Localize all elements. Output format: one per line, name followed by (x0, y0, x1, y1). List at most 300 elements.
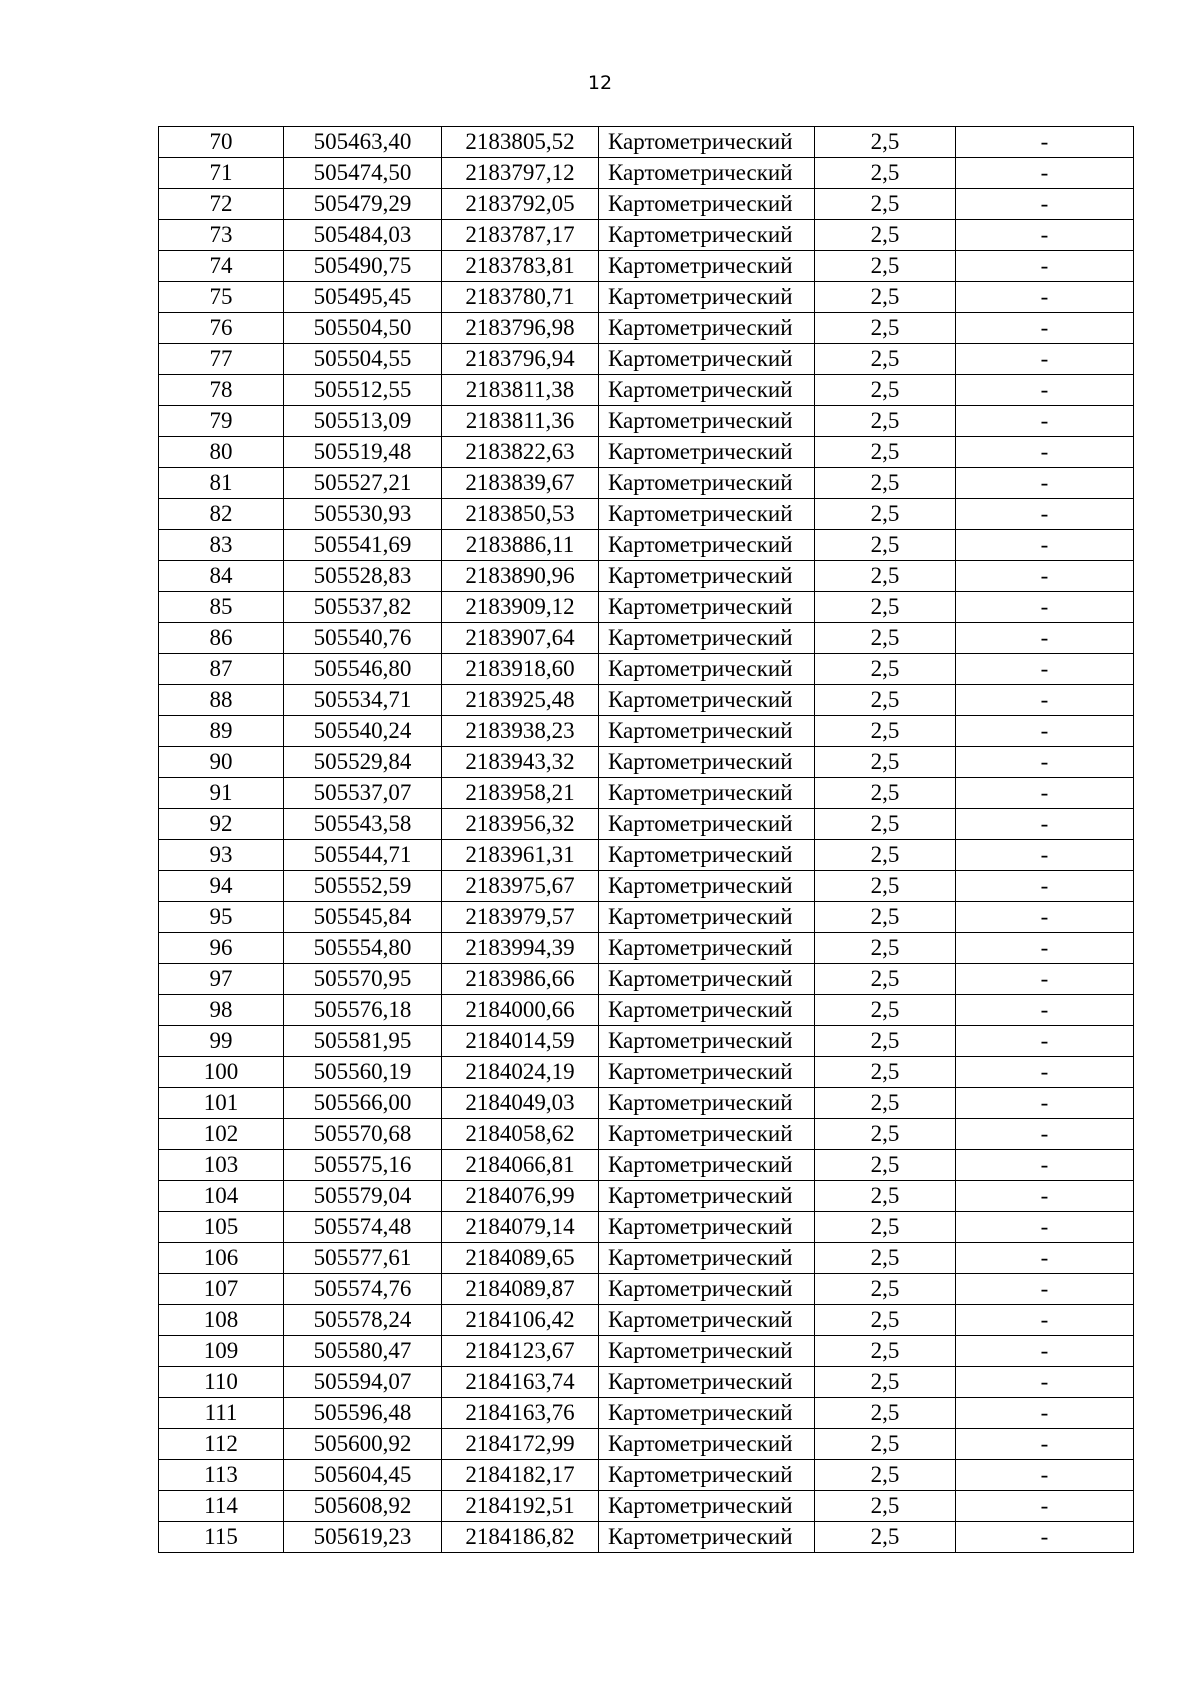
x-coordinate-cell: 505560,19 (284, 1057, 442, 1088)
point-number-cell: 115 (159, 1522, 284, 1553)
x-coordinate-cell: 505581,95 (284, 1026, 442, 1057)
method-cell: Картометрический (599, 499, 815, 530)
table-row (159, 1336, 1134, 1367)
table-row (159, 282, 1134, 313)
y-coordinate-cell: 2184123,67 (442, 1336, 599, 1367)
point-number-cell: 71 (159, 158, 284, 189)
description-cell: - (956, 902, 1134, 933)
method-cell: Картометрический (599, 623, 815, 654)
x-coordinate-cell: 505574,48 (284, 1212, 442, 1243)
accuracy-cell: 2,5 (815, 344, 956, 375)
method-cell: Картометрический (599, 654, 815, 685)
description-cell: - (956, 871, 1134, 902)
table-row (159, 1460, 1134, 1491)
point-number-cell: 99 (159, 1026, 284, 1057)
coordinates-table-body (159, 127, 1134, 1553)
y-coordinate-cell: 2184076,99 (442, 1181, 599, 1212)
table-row (159, 344, 1134, 375)
point-number-cell: 91 (159, 778, 284, 809)
accuracy-cell: 2,5 (815, 623, 956, 654)
x-coordinate-cell: 505479,29 (284, 189, 442, 220)
x-coordinate-cell: 505540,76 (284, 623, 442, 654)
description-cell: - (956, 1367, 1134, 1398)
description-cell: - (956, 127, 1134, 158)
accuracy-cell: 2,5 (815, 1367, 956, 1398)
x-coordinate-cell: 505484,03 (284, 220, 442, 251)
table-row (159, 1367, 1134, 1398)
method-cell: Картометрический (599, 778, 815, 809)
y-coordinate-cell: 2183961,31 (442, 840, 599, 871)
description-cell: - (956, 716, 1134, 747)
point-number-cell: 106 (159, 1243, 284, 1274)
y-coordinate-cell: 2183925,48 (442, 685, 599, 716)
point-number-cell: 74 (159, 251, 284, 282)
description-cell: - (956, 1398, 1134, 1429)
method-cell: Картометрический (599, 995, 815, 1026)
accuracy-cell: 2,5 (815, 654, 956, 685)
table-row (159, 561, 1134, 592)
y-coordinate-cell: 2183975,67 (442, 871, 599, 902)
y-coordinate-cell: 2184000,66 (442, 995, 599, 1026)
y-coordinate-cell: 2184163,74 (442, 1367, 599, 1398)
point-number-cell: 70 (159, 127, 284, 158)
description-cell: - (956, 189, 1134, 220)
point-number-cell: 107 (159, 1274, 284, 1305)
accuracy-cell: 2,5 (815, 499, 956, 530)
x-coordinate-cell: 505544,71 (284, 840, 442, 871)
description-cell: - (956, 1305, 1134, 1336)
x-coordinate-cell: 505512,55 (284, 375, 442, 406)
y-coordinate-cell: 2183780,71 (442, 282, 599, 313)
method-cell: Картометрический (599, 158, 815, 189)
point-number-cell: 93 (159, 840, 284, 871)
point-number-cell: 86 (159, 623, 284, 654)
method-cell: Картометрический (599, 685, 815, 716)
point-number-cell: 85 (159, 592, 284, 623)
y-coordinate-cell: 2184024,19 (442, 1057, 599, 1088)
method-cell: Картометрический (599, 1119, 815, 1150)
method-cell: Картометрический (599, 871, 815, 902)
table-row (159, 964, 1134, 995)
table-row (159, 809, 1134, 840)
point-number-cell: 78 (159, 375, 284, 406)
description-cell: - (956, 1150, 1134, 1181)
accuracy-cell: 2,5 (815, 561, 956, 592)
point-number-cell: 100 (159, 1057, 284, 1088)
point-number-cell: 84 (159, 561, 284, 592)
x-coordinate-cell: 505554,80 (284, 933, 442, 964)
accuracy-cell: 2,5 (815, 1026, 956, 1057)
x-coordinate-cell: 505528,83 (284, 561, 442, 592)
x-coordinate-cell: 505604,45 (284, 1460, 442, 1491)
accuracy-cell: 2,5 (815, 871, 956, 902)
y-coordinate-cell: 2183943,32 (442, 747, 599, 778)
method-cell: Картометрический (599, 1181, 815, 1212)
table-row (159, 623, 1134, 654)
point-number-cell: 110 (159, 1367, 284, 1398)
description-cell: - (956, 561, 1134, 592)
y-coordinate-cell: 2183918,60 (442, 654, 599, 685)
table-row (159, 1398, 1134, 1429)
x-coordinate-cell: 505537,07 (284, 778, 442, 809)
x-coordinate-cell: 505578,24 (284, 1305, 442, 1336)
x-coordinate-cell: 505596,48 (284, 1398, 442, 1429)
method-cell: Картометрический (599, 313, 815, 344)
table-row (159, 1119, 1134, 1150)
point-number-cell: 75 (159, 282, 284, 313)
table-row (159, 685, 1134, 716)
y-coordinate-cell: 2184163,76 (442, 1398, 599, 1429)
x-coordinate-cell: 505490,75 (284, 251, 442, 282)
x-coordinate-cell: 505552,59 (284, 871, 442, 902)
point-number-cell: 82 (159, 499, 284, 530)
x-coordinate-cell: 505529,84 (284, 747, 442, 778)
description-cell: - (956, 1460, 1134, 1491)
method-cell: Картометрический (599, 902, 815, 933)
table-row (159, 654, 1134, 685)
x-coordinate-cell: 505570,95 (284, 964, 442, 995)
description-cell: - (956, 158, 1134, 189)
accuracy-cell: 2,5 (815, 1522, 956, 1553)
table-row (159, 871, 1134, 902)
point-number-cell: 94 (159, 871, 284, 902)
accuracy-cell: 2,5 (815, 251, 956, 282)
table-row (159, 375, 1134, 406)
accuracy-cell: 2,5 (815, 468, 956, 499)
description-cell: - (956, 1491, 1134, 1522)
x-coordinate-cell: 505519,48 (284, 437, 442, 468)
point-number-cell: 111 (159, 1398, 284, 1429)
table-row (159, 1522, 1134, 1553)
y-coordinate-cell: 2184079,14 (442, 1212, 599, 1243)
description-cell: - (956, 778, 1134, 809)
table-row (159, 1243, 1134, 1274)
x-coordinate-cell: 505580,47 (284, 1336, 442, 1367)
table-row (159, 1057, 1134, 1088)
point-number-cell: 101 (159, 1088, 284, 1119)
y-coordinate-cell: 2184058,62 (442, 1119, 599, 1150)
method-cell: Картометрический (599, 809, 815, 840)
x-coordinate-cell: 505474,50 (284, 158, 442, 189)
method-cell: Картометрический (599, 1274, 815, 1305)
method-cell: Картометрический (599, 1336, 815, 1367)
table-row (159, 468, 1134, 499)
coordinates-table (158, 126, 1134, 1553)
point-number-cell: 109 (159, 1336, 284, 1367)
method-cell: Картометрический (599, 964, 815, 995)
y-coordinate-cell: 2183787,17 (442, 220, 599, 251)
method-cell: Картометрический (599, 1460, 815, 1491)
method-cell: Картометрический (599, 468, 815, 499)
x-coordinate-cell: 505513,09 (284, 406, 442, 437)
y-coordinate-cell: 2183822,63 (442, 437, 599, 468)
table-row (159, 902, 1134, 933)
description-cell: - (956, 499, 1134, 530)
description-cell: - (956, 995, 1134, 1026)
x-coordinate-cell: 505576,18 (284, 995, 442, 1026)
x-coordinate-cell: 505570,68 (284, 1119, 442, 1150)
point-number-cell: 104 (159, 1181, 284, 1212)
accuracy-cell: 2,5 (815, 778, 956, 809)
y-coordinate-cell: 2184182,17 (442, 1460, 599, 1491)
description-cell: - (956, 468, 1134, 499)
method-cell: Картометрический (599, 375, 815, 406)
point-number-cell: 102 (159, 1119, 284, 1150)
description-cell: - (956, 530, 1134, 561)
table-row (159, 499, 1134, 530)
point-number-cell: 98 (159, 995, 284, 1026)
x-coordinate-cell: 505608,92 (284, 1491, 442, 1522)
point-number-cell: 83 (159, 530, 284, 561)
description-cell: - (956, 406, 1134, 437)
description-cell: - (956, 1088, 1134, 1119)
point-number-cell: 79 (159, 406, 284, 437)
accuracy-cell: 2,5 (815, 1305, 956, 1336)
description-cell: - (956, 840, 1134, 871)
point-number-cell: 90 (159, 747, 284, 778)
method-cell: Картометрический (599, 437, 815, 468)
accuracy-cell: 2,5 (815, 406, 956, 437)
description-cell: - (956, 1336, 1134, 1367)
accuracy-cell: 2,5 (815, 840, 956, 871)
method-cell: Картометрический (599, 840, 815, 871)
x-coordinate-cell: 505504,55 (284, 344, 442, 375)
table-row (159, 1212, 1134, 1243)
accuracy-cell: 2,5 (815, 375, 956, 406)
accuracy-cell: 2,5 (815, 1460, 956, 1491)
y-coordinate-cell: 2183986,66 (442, 964, 599, 995)
description-cell: - (956, 747, 1134, 778)
point-number-cell: 73 (159, 220, 284, 251)
table-row (159, 158, 1134, 189)
x-coordinate-cell: 505534,71 (284, 685, 442, 716)
accuracy-cell: 2,5 (815, 1150, 956, 1181)
table-row (159, 778, 1134, 809)
point-number-cell: 95 (159, 902, 284, 933)
accuracy-cell: 2,5 (815, 313, 956, 344)
y-coordinate-cell: 2183979,57 (442, 902, 599, 933)
table-row (159, 1181, 1134, 1212)
point-number-cell: 80 (159, 437, 284, 468)
x-coordinate-cell: 505504,50 (284, 313, 442, 344)
table-row (159, 995, 1134, 1026)
description-cell: - (956, 375, 1134, 406)
description-cell: - (956, 282, 1134, 313)
method-cell: Картометрический (599, 1026, 815, 1057)
y-coordinate-cell: 2183796,98 (442, 313, 599, 344)
description-cell: - (956, 1212, 1134, 1243)
y-coordinate-cell: 2183850,53 (442, 499, 599, 530)
table-row (159, 1491, 1134, 1522)
y-coordinate-cell: 2183839,67 (442, 468, 599, 499)
x-coordinate-cell: 505543,58 (284, 809, 442, 840)
description-cell: - (956, 592, 1134, 623)
point-number-cell: 103 (159, 1150, 284, 1181)
point-number-cell: 112 (159, 1429, 284, 1460)
y-coordinate-cell: 2183805,52 (442, 127, 599, 158)
table-row (159, 1026, 1134, 1057)
accuracy-cell: 2,5 (815, 1398, 956, 1429)
point-number-cell: 72 (159, 189, 284, 220)
x-coordinate-cell: 505495,45 (284, 282, 442, 313)
y-coordinate-cell: 2183907,64 (442, 623, 599, 654)
table-row (159, 1429, 1134, 1460)
method-cell: Картометрический (599, 1398, 815, 1429)
method-cell: Картометрический (599, 251, 815, 282)
description-cell: - (956, 344, 1134, 375)
table-row (159, 127, 1134, 158)
x-coordinate-cell: 505546,80 (284, 654, 442, 685)
description-cell: - (956, 220, 1134, 251)
method-cell: Картометрический (599, 344, 815, 375)
x-coordinate-cell: 505545,84 (284, 902, 442, 933)
method-cell: Картометрический (599, 282, 815, 313)
x-coordinate-cell: 505594,07 (284, 1367, 442, 1398)
x-coordinate-cell: 505600,92 (284, 1429, 442, 1460)
table-row (159, 716, 1134, 747)
table-row (159, 840, 1134, 871)
table-row (159, 530, 1134, 561)
method-cell: Картометрический (599, 1491, 815, 1522)
description-cell: - (956, 1026, 1134, 1057)
method-cell: Картометрический (599, 1305, 815, 1336)
accuracy-cell: 2,5 (815, 1057, 956, 1088)
method-cell: Картометрический (599, 561, 815, 592)
x-coordinate-cell: 505541,69 (284, 530, 442, 561)
accuracy-cell: 2,5 (815, 995, 956, 1026)
table-row (159, 1305, 1134, 1336)
method-cell: Картометрический (599, 1429, 815, 1460)
accuracy-cell: 2,5 (815, 158, 956, 189)
accuracy-cell: 2,5 (815, 1212, 956, 1243)
accuracy-cell: 2,5 (815, 1491, 956, 1522)
description-cell: - (956, 1274, 1134, 1305)
method-cell: Картометрический (599, 1522, 815, 1553)
y-coordinate-cell: 2184049,03 (442, 1088, 599, 1119)
accuracy-cell: 2,5 (815, 1181, 956, 1212)
point-number-cell: 77 (159, 344, 284, 375)
x-coordinate-cell: 505530,93 (284, 499, 442, 530)
y-coordinate-cell: 2183811,36 (442, 406, 599, 437)
description-cell: - (956, 654, 1134, 685)
description-cell: - (956, 437, 1134, 468)
point-number-cell: 105 (159, 1212, 284, 1243)
point-number-cell: 92 (159, 809, 284, 840)
y-coordinate-cell: 2184106,42 (442, 1305, 599, 1336)
point-number-cell: 114 (159, 1491, 284, 1522)
y-coordinate-cell: 2183792,05 (442, 189, 599, 220)
method-cell: Картометрический (599, 1150, 815, 1181)
point-number-cell: 113 (159, 1460, 284, 1491)
description-cell: - (956, 623, 1134, 654)
x-coordinate-cell: 505574,76 (284, 1274, 442, 1305)
x-coordinate-cell: 505577,61 (284, 1243, 442, 1274)
point-number-cell: 87 (159, 654, 284, 685)
accuracy-cell: 2,5 (815, 902, 956, 933)
accuracy-cell: 2,5 (815, 1274, 956, 1305)
method-cell: Картометрический (599, 1057, 815, 1088)
point-number-cell: 76 (159, 313, 284, 344)
method-cell: Картометрический (599, 716, 815, 747)
description-cell: - (956, 1119, 1134, 1150)
table-row (159, 313, 1134, 344)
method-cell: Картометрический (599, 1367, 815, 1398)
description-cell: - (956, 1522, 1134, 1553)
description-cell: - (956, 1429, 1134, 1460)
table-row (159, 933, 1134, 964)
x-coordinate-cell: 505566,00 (284, 1088, 442, 1119)
y-coordinate-cell: 2184089,65 (442, 1243, 599, 1274)
y-coordinate-cell: 2183958,21 (442, 778, 599, 809)
method-cell: Картометрический (599, 747, 815, 778)
table-row (159, 1088, 1134, 1119)
accuracy-cell: 2,5 (815, 1119, 956, 1150)
accuracy-cell: 2,5 (815, 220, 956, 251)
point-number-cell: 89 (159, 716, 284, 747)
accuracy-cell: 2,5 (815, 1088, 956, 1119)
table-row (159, 189, 1134, 220)
accuracy-cell: 2,5 (815, 1429, 956, 1460)
y-coordinate-cell: 2183956,32 (442, 809, 599, 840)
description-cell: - (956, 685, 1134, 716)
accuracy-cell: 2,5 (815, 189, 956, 220)
point-number-cell: 88 (159, 685, 284, 716)
accuracy-cell: 2,5 (815, 964, 956, 995)
y-coordinate-cell: 2183994,39 (442, 933, 599, 964)
method-cell: Картометрический (599, 530, 815, 561)
point-number-cell: 96 (159, 933, 284, 964)
method-cell: Картометрический (599, 189, 815, 220)
description-cell: - (956, 933, 1134, 964)
point-number-cell: 97 (159, 964, 284, 995)
y-coordinate-cell: 2184014,59 (442, 1026, 599, 1057)
accuracy-cell: 2,5 (815, 747, 956, 778)
method-cell: Картометрический (599, 127, 815, 158)
y-coordinate-cell: 2183797,12 (442, 158, 599, 189)
table-row (159, 406, 1134, 437)
y-coordinate-cell: 2183886,11 (442, 530, 599, 561)
y-coordinate-cell: 2184066,81 (442, 1150, 599, 1181)
description-cell: - (956, 964, 1134, 995)
accuracy-cell: 2,5 (815, 716, 956, 747)
y-coordinate-cell: 2184089,87 (442, 1274, 599, 1305)
point-number-cell: 108 (159, 1305, 284, 1336)
accuracy-cell: 2,5 (815, 437, 956, 468)
accuracy-cell: 2,5 (815, 933, 956, 964)
accuracy-cell: 2,5 (815, 530, 956, 561)
method-cell: Картометрический (599, 1243, 815, 1274)
y-coordinate-cell: 2183783,81 (442, 251, 599, 282)
method-cell: Картометрический (599, 406, 815, 437)
accuracy-cell: 2,5 (815, 1336, 956, 1367)
method-cell: Картометрический (599, 592, 815, 623)
y-coordinate-cell: 2183938,23 (442, 716, 599, 747)
table-row (159, 1150, 1134, 1181)
x-coordinate-cell: 505619,23 (284, 1522, 442, 1553)
y-coordinate-cell: 2183909,12 (442, 592, 599, 623)
description-cell: - (956, 251, 1134, 282)
y-coordinate-cell: 2184186,82 (442, 1522, 599, 1553)
page-number: 12 (587, 72, 613, 94)
table-row (159, 592, 1134, 623)
description-cell: - (956, 1243, 1134, 1274)
method-cell: Картометрический (599, 1212, 815, 1243)
method-cell: Картометрический (599, 1088, 815, 1119)
accuracy-cell: 2,5 (815, 685, 956, 716)
table-row (159, 747, 1134, 778)
x-coordinate-cell: 505527,21 (284, 468, 442, 499)
accuracy-cell: 2,5 (815, 592, 956, 623)
